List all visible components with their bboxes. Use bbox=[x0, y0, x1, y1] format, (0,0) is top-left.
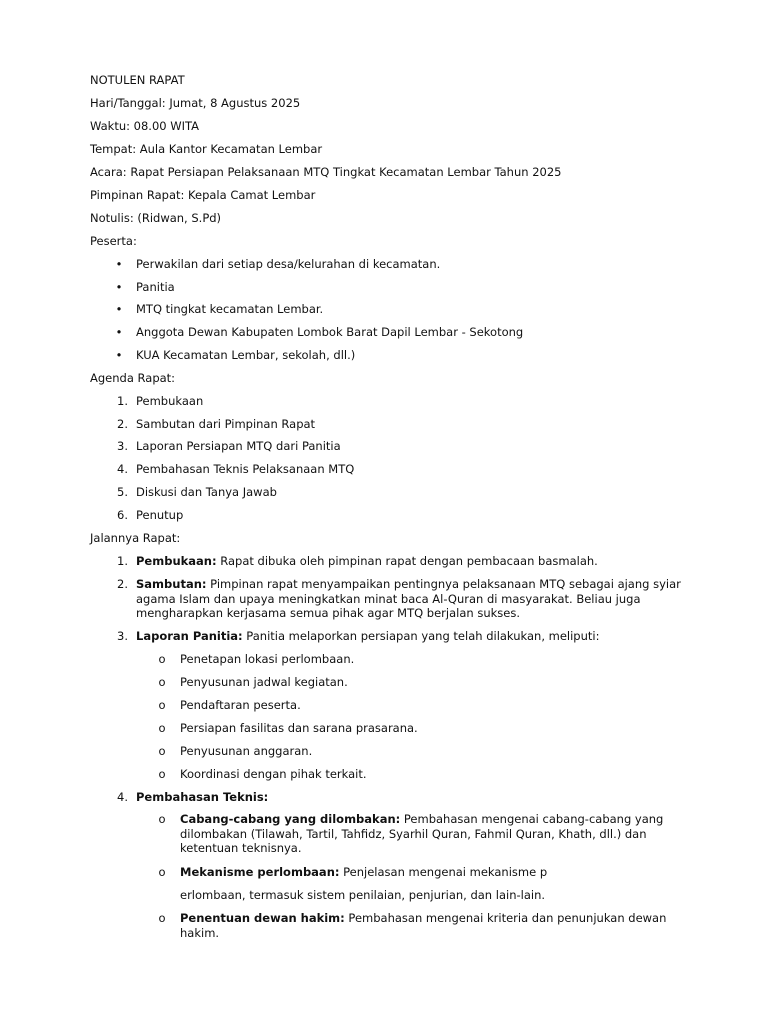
participant-text: MTQ tingkat kecamatan Lembar. bbox=[136, 302, 324, 316]
report-subitem-text: Penyusunan anggaran. bbox=[180, 744, 313, 758]
agenda-number: 4. bbox=[117, 462, 128, 476]
document-title: NOTULEN RAPAT bbox=[90, 73, 185, 87]
circle-bullet-icon: o bbox=[158, 652, 166, 666]
proceedings-continuation: agama Islam dan upaya meningkatkan minat baca Al-Quran di masyarakat. Beliau juga bbox=[136, 592, 641, 606]
circle-bullet-icon: o bbox=[158, 675, 166, 689]
circle-bullet-icon: o bbox=[158, 812, 166, 826]
bullet-icon: • bbox=[115, 280, 123, 294]
circle-bullet-icon: o bbox=[158, 721, 166, 735]
proceedings-bold-label: Pembukaan: bbox=[136, 554, 217, 568]
meeting-agenda-title: Acara: Rapat Persiapan Pelaksanaan MTQ Tingkat Kecamatan Lembar Tahun 2025 bbox=[90, 165, 562, 179]
proceedings-number: 4. bbox=[117, 790, 128, 804]
proceedings-bold-label: Sambutan: bbox=[136, 577, 207, 591]
meeting-chair: Pimpinan Rapat: Kepala Camat Lembar bbox=[90, 188, 316, 202]
bullet-icon: • bbox=[115, 348, 123, 362]
meeting-place: Tempat: Aula Kantor Kecamatan Lembar bbox=[90, 142, 323, 156]
agenda-text: Pembahasan Teknis Pelaksanaan MTQ bbox=[136, 462, 355, 476]
meeting-date: Hari/Tanggal: Jumat, 8 Agustus 2025 bbox=[90, 96, 301, 110]
circle-bullet-icon: o bbox=[158, 744, 166, 758]
agenda-text: Sambutan dari Pimpinan Rapat bbox=[136, 417, 316, 431]
proceedings-text bbox=[136, 577, 681, 592]
circle-bullet-icon: o bbox=[158, 698, 166, 712]
circle-bullet-icon: o bbox=[158, 767, 166, 781]
report-subitem-text: Pendaftaran peserta. bbox=[180, 698, 301, 712]
technical-subitem-text bbox=[180, 812, 663, 827]
proceedings-body: Rapat dibuka oleh pimpinan rapat dengan pembacaan basmalah. bbox=[216, 554, 598, 568]
technical-subitem-continuation: hakim. bbox=[180, 926, 220, 940]
proceedings-number: 3. bbox=[117, 629, 128, 643]
agenda-number: 3. bbox=[117, 439, 128, 453]
report-subitem-text: Persiapan fasilitas dan sarana prasarana. bbox=[180, 721, 418, 735]
report-subitem-text: Penyusunan jadwal kegiatan. bbox=[180, 675, 348, 689]
circle-bullet-icon: o bbox=[158, 865, 166, 879]
proceedings-number: 1. bbox=[117, 554, 128, 568]
agenda-text: Diskusi dan Tanya Jawab bbox=[136, 485, 277, 499]
bullet-icon: • bbox=[115, 325, 123, 339]
proceedings-text bbox=[136, 790, 268, 805]
technical-subitem-label: Mekanisme perlombaan: bbox=[180, 865, 340, 879]
proceedings-heading: Jalannya Rapat: bbox=[90, 531, 181, 545]
technical-subitem-body: Pembahasan mengenai cabang-cabang yang bbox=[400, 812, 664, 826]
report-subitem-text: Koordinasi dengan pihak terkait. bbox=[180, 767, 367, 781]
proceedings-number: 2. bbox=[117, 577, 128, 591]
technical-subitem-label: Penentuan dewan hakim: bbox=[180, 911, 345, 925]
participant-text: Perwakilan dari setiap desa/kelurahan di kecamatan. bbox=[136, 257, 441, 271]
technical-subitem-continuation: dilombakan (Tilawah, Tartil, Tahfidz, Syarhil Quran, Fahmil Quran, Khath, dll.) dan bbox=[180, 827, 647, 841]
agenda-heading: Agenda Rapat: bbox=[90, 371, 176, 385]
agenda-number: 5. bbox=[117, 485, 128, 499]
technical-subitem-body: Penjelasan mengenai mekanisme p bbox=[339, 865, 548, 879]
agenda-number: 6. bbox=[117, 508, 128, 522]
technical-subitem-text bbox=[180, 865, 547, 880]
proceedings-body: Pimpinan rapat menyampaikan pentingnya pelaksanaan MTQ sebagai ajang syiar bbox=[206, 577, 681, 591]
technical-subitem-body: Pembahasan mengenai kriteria dan penunjukan dewan bbox=[344, 911, 667, 925]
bullet-icon: • bbox=[115, 257, 123, 271]
agenda-text: Pembukaan bbox=[136, 394, 204, 408]
proceedings-body: Panitia melaporkan persiapan yang telah dilakukan, meliputi: bbox=[242, 629, 600, 643]
meeting-notetaker: Notulis: (Ridwan, S.Pd) bbox=[90, 211, 222, 225]
report-subitem-text: Penetapan lokasi perlombaan. bbox=[180, 652, 355, 666]
agenda-number: 1. bbox=[117, 394, 128, 408]
agenda-number: 2. bbox=[117, 417, 128, 431]
proceedings-continuation: mengharapkan kerjasama semua pihak agar MTQ berjalan sukses. bbox=[136, 606, 520, 620]
technical-subitem-continuation: ketentuan teknisnya. bbox=[180, 841, 302, 855]
participant-text: Panitia bbox=[136, 280, 175, 294]
meeting-time: Waktu: 08.00 WITA bbox=[90, 119, 200, 133]
proceedings-text bbox=[136, 629, 599, 644]
agenda-text: Laporan Persiapan MTQ dari Panitia bbox=[136, 439, 341, 453]
participant-text: Anggota Dewan Kabupaten Lombok Barat Dapil Lembar - Sekotong bbox=[136, 325, 524, 339]
agenda-text: Penutup bbox=[136, 508, 184, 522]
technical-subitem-continuation: erlombaan, termasuk sistem penilaian, penjurian, dan lain-lain. bbox=[180, 888, 546, 902]
participant-text: KUA Kecamatan Lembar, sekolah, dll.) bbox=[136, 348, 356, 362]
technical-subitem-label: Cabang-cabang yang dilombakan: bbox=[180, 812, 401, 826]
proceedings-bold-label: Pembahasan Teknis: bbox=[136, 790, 269, 804]
technical-subitem-text bbox=[180, 911, 666, 926]
proceedings-text bbox=[136, 554, 598, 569]
proceedings-bold-label: Laporan Panitia: bbox=[136, 629, 243, 643]
participants-heading: Peserta: bbox=[90, 234, 137, 248]
bullet-icon: • bbox=[115, 302, 123, 316]
circle-bullet-icon: o bbox=[158, 911, 166, 925]
